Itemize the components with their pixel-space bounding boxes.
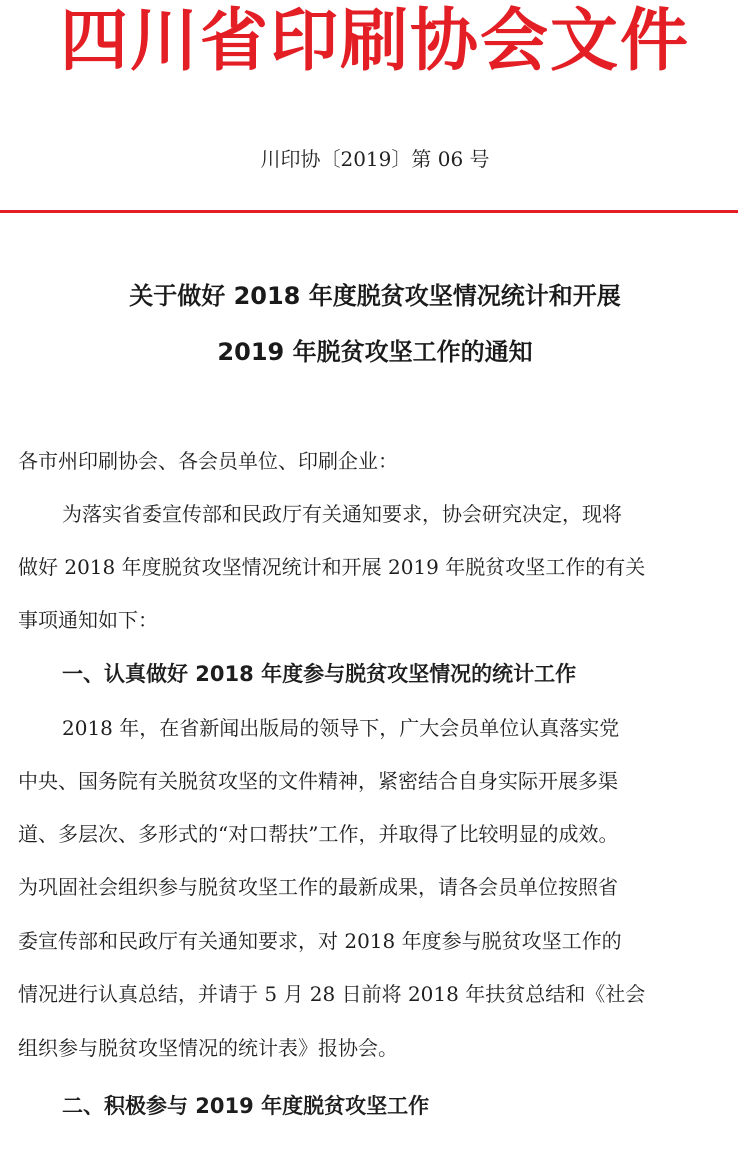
section-1-line-7: 组织参与脱贫攻坚情况的统计表》报协会。 — [18, 1036, 398, 1060]
notice-title-line-2: 2019 年脱贫攻坚工作的通知 — [217, 338, 533, 366]
intro-line-1: 为落实省委宣传部和民政厅有关通知要求，协会研究决定，现将 — [62, 502, 622, 526]
section-1-line-1: 2018 年，在省新闻出版局的领导下，广大会员单位认真落实党 — [62, 716, 620, 740]
section-2-heading: 二、积极参与 2019 年度脱贫攻坚工作 — [62, 1094, 430, 1118]
red-divider-line — [0, 210, 738, 213]
issuing-org-title: 四川省印刷协会文件 — [59, 2, 690, 81]
section-1-line-3: 道、多层次、多形式的“对口帮扶”工作，并取得了比较明显的成效。 — [18, 822, 619, 846]
intro-line-3: 事项通知如下： — [18, 608, 158, 632]
section-1-line-4: 为巩固社会组织参与脱贫攻坚工作的最新成果，请各会员单位按照省 — [18, 875, 618, 899]
section-1-line-5: 委宣传部和民政厅有关通知要求，对 2018 年度参与脱贫攻坚工作的 — [18, 929, 622, 953]
section-1-line-2: 中央、国务院有关脱贫攻坚的文件精神，紧密结合自身实际开展多渠 — [18, 769, 618, 793]
salutation: 各市州印刷协会、各会员单位、印刷企业： — [18, 449, 398, 473]
intro-line-2: 做好 2018 年度脱贫攻坚情况统计和开展 2019 年脱贫攻坚工作的有关 — [18, 555, 646, 579]
section-1-line-6: 情况进行认真总结，并请于 5 月 28 日前将 2018 年扶贫总结和《社会 — [18, 982, 646, 1006]
document-number: 川印协〔2019〕第 06 号 — [260, 147, 490, 171]
section-1-heading: 一、认真做好 2018 年度参与脱贫攻坚情况的统计工作 — [62, 662, 577, 686]
notice-title-line-1: 关于做好 2018 年度脱贫攻坚情况统计和开展 — [129, 282, 621, 310]
